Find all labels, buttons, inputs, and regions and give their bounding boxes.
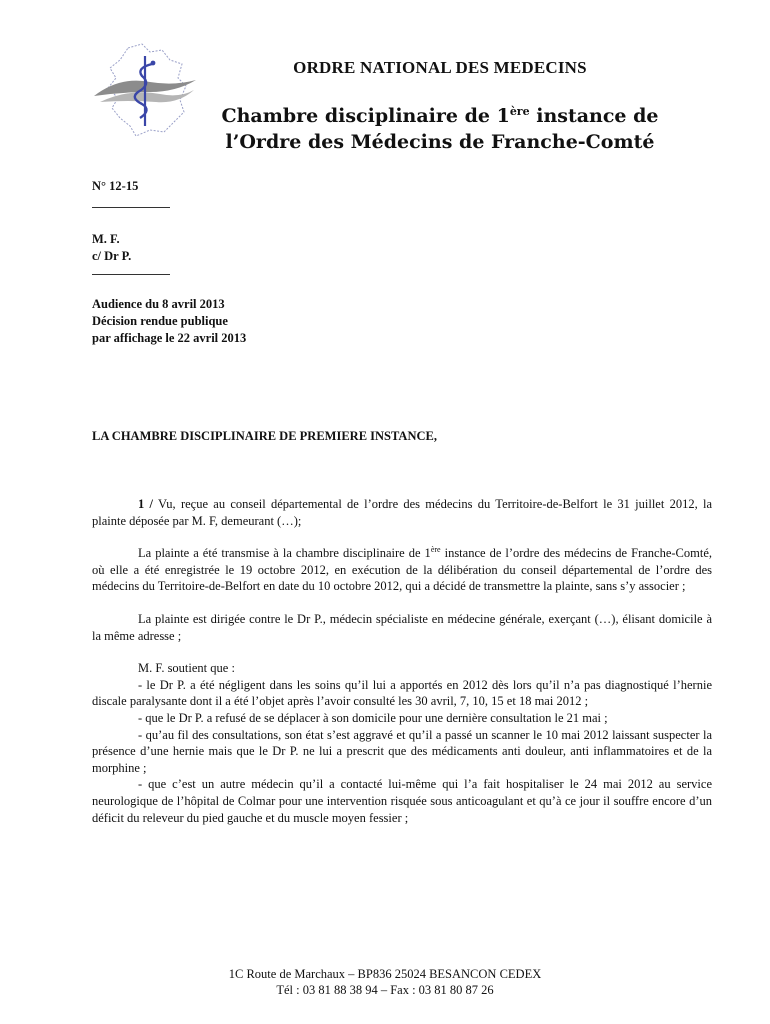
- decision-posting: par affichage le 22 avril 2013: [92, 331, 247, 345]
- list-item: - que c’est un autre médecin qu’il a contacté lui-même qui l’a fait hospitaliser le 24 mai 2012 au service neurologique de l’hôpital de Colmar pour une intervention risquée sous anticoagulant et qu’à ce jour il souffre encore d’un déficit du releveur du pied gauche et du muscle moyen fessier ;: [92, 777, 712, 825]
- footer-contact: Tél : 03 81 88 38 94 – Fax : 03 81 80 87 26: [276, 983, 494, 997]
- hearing-date: Audience du 8 avril 2013: [92, 297, 225, 311]
- list-item: - le Dr P. a été négligent dans les soins qu’il lui a apportés en 2012 dès lors qu’il n’a pas diagnostiqué l’hernie discale paralysante dont il a été l’objet après l’avoir consulté les 30 avril, 7, 10, 15 et 18 mai 2012 ;: [92, 677, 712, 709]
- case-number: N° 12-15: [92, 179, 139, 193]
- party-plaintiff: M. F.: [92, 232, 120, 246]
- paragraph: M. F. soutient que :: [138, 661, 235, 676]
- paragraph: [92, 545, 712, 595]
- chamber-title-sup: ère: [509, 105, 530, 118]
- section-heading: LA CHAMBRE DISCIPLINAIRE DE PREMIERE INSTANCE,: [92, 429, 437, 443]
- paragraph-text: instance de l’ordre des médecins de Franche-Comté, où elle a été enregistrée le 19 octobre 2012, en exécution de la délibération du conseil départemental de l’ordre des médecins du Territoire-de-Belfort en date du 10 octobre 2012, qui a décidé de transmettre la plainte, sans s’y associer ;: [92, 546, 712, 594]
- paragraph: [92, 496, 712, 529]
- org-title: ORDRE NATIONAL DES MEDECINS: [293, 58, 587, 77]
- paragraph-number: 1 /: [138, 497, 153, 511]
- hearing-info: [92, 296, 246, 347]
- party-defendant: c/ Dr P.: [92, 249, 132, 263]
- footer: [0, 966, 770, 998]
- chamber-title-line2: l’Ordre des Médecins de Franche-Comté: [225, 131, 655, 153]
- caduceus-logo-icon: [90, 42, 200, 142]
- list-item: - qu’au fil des consultations, son état s’est aggravé et qu’il a passé un scanner le 10 mai 2012 laissant suspecter la présence d’une hernie mais que le Dr P. ne lui a prescrit que des médicaments anti douleur, anti inflammatoires et de la morphine ;: [92, 727, 712, 775]
- divider-rule: [92, 207, 170, 208]
- divider-rule: [92, 274, 170, 275]
- footer-address: 1C Route de Marchaux – BP836 25024 BESANCON CEDEX: [228, 967, 542, 981]
- chamber-title: [200, 103, 680, 155]
- parties: [92, 231, 131, 265]
- paragraph-text: Vu, reçue au conseil départemental de l’ordre des médecins du Territoire-de-Belfort le 31 juillet 2012, la plainte déposée par M. F, demeurant (…);: [92, 497, 712, 528]
- chamber-title-line1-b: instance de: [529, 105, 659, 127]
- paragraph: La plainte est dirigée contre le Dr P., médecin spécialiste en médecine générale, exerçant (…), élisant domicile à la même adresse ;: [92, 611, 712, 643]
- paragraph-text: La plainte a été transmise à la chambre disciplinaire de 1: [138, 546, 431, 561]
- decision-public: Décision rendue publique: [92, 314, 228, 328]
- list-item: - que le Dr P. a refusé de se déplacer à son domicile pour une dernière consultation le 21 mai ;: [138, 710, 608, 725]
- document-body: [92, 496, 712, 826]
- chamber-title-line1-a: Chambre disciplinaire de 1: [221, 105, 510, 127]
- superscript: ère: [430, 545, 441, 555]
